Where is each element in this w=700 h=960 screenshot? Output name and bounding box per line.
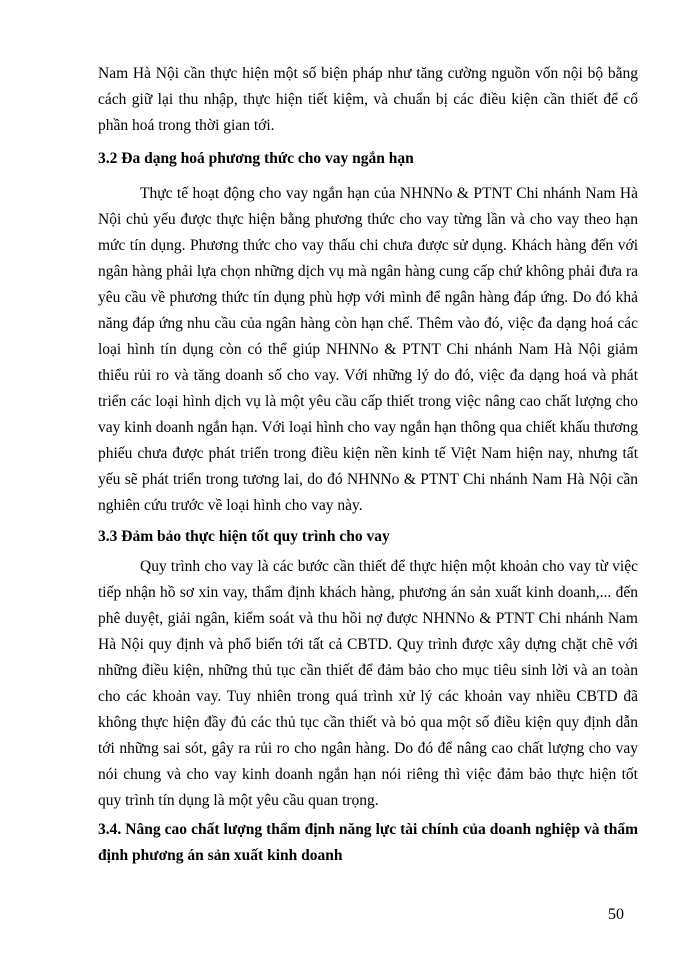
paragraph-line: Nam Hà Nội cần thực hiện một số biện pháp như tăng cường nguồn vốn nội bộ bằng [98, 65, 638, 82]
paragraph-line: phê duyệt, giải ngân, kiểm soát và thu hồi nợ được NHNNo & PTNT Chi nhánh Nam [98, 610, 638, 627]
paragraph-line: tiếp nhận hồ sơ xin vay, thẩm định khách hàng, phương án sản xuất kinh doanh,... đến [98, 584, 638, 601]
paragraph-line: quy trình tín dụng là một yêu cầu quan trọng. [98, 792, 379, 809]
paragraph-line: những điều kiện, những thủ tục cần thiết để đảm bảo cho mục tiêu sinh lời và an toàn [98, 662, 638, 679]
paragraph-line: yêu cầu về phương thức tín dụng phù hợp với mình để ngân hàng đáp ứng. Do đó khả [98, 289, 638, 306]
section-heading-3-2: 3.2 Đa dạng hoá phương thức cho vay ngắn hạn [98, 150, 414, 167]
paragraph-line: nói chung và cho vay kinh doanh ngắn hạn nói riêng thì việc đảm bảo thực hiện tốt [98, 766, 638, 783]
paragraph-line: ngân hàng phải lựa chọn những dịch vụ mà ngân hàng cung cấp chứ không phải đưa ra [98, 263, 638, 280]
paragraph-line: loại hình tín dụng còn có thể giúp NHNNo & PTNT Chi nhánh Nam Hà Nội giảm [98, 341, 638, 358]
paragraph-line: Thực tế hoạt động cho vay ngắn hạn của NHNNo & PTNT Chi nhánh Nam Hà [140, 185, 638, 202]
paragraph-line: tới những sai sót, gây ra rủi ro cho ngân hàng. Do đó để nâng cao chất lượng cho vay [98, 740, 638, 757]
page-number: 50 [608, 906, 624, 923]
section-heading-3-4-cont: định phương án sản xuất kinh doanh [98, 847, 343, 864]
paragraph-line: phiếu chưa được phát triển trong điều kiện nền kinh tế Việt Nam hiện nay, nhưng tất [98, 445, 638, 462]
section-heading-3-3: 3.3 Đảm bảo thực hiện tốt quy trình cho vay [98, 528, 390, 545]
paragraph-line: mức tín dụng. Phương thức cho vay thấu chi chưa được sử dụng. Khách hàng đến với [98, 237, 638, 254]
section-heading-3-4: 3.4. Nâng cao chất lượng thẩm định năng lực tài chính của doanh nghiệp và thẩm [98, 821, 638, 838]
paragraph-line: vay kinh doanh ngắn hạn. Với loại hình cho vay ngắn hạn thông qua chiết khấu thương [98, 419, 638, 436]
paragraph-line: cho các khoản vay. Tuy nhiên trong quá trình xử lý các khoản vay nhiều CBTD đã [98, 688, 638, 705]
paragraph-line: phần hoá trong thời gian tới. [98, 117, 275, 134]
paragraph-line: Nội chủ yếu được thực hiện bằng phương thức cho vay từng lần và cho vay theo hạn [98, 211, 638, 228]
paragraph-line: Hà Nội quy định và phổ biến tới tất cả CBTD. Quy trình được xây dựng chặt chẽ với [98, 636, 638, 653]
paragraph-line: năng đáp ứng nhu cầu của ngân hàng còn hạn chế. Thêm vào đó, việc đa dạng hoá các [98, 315, 638, 332]
paragraph-line: cách giữ lại thu nhập, thực hiện tiết kiệm, và chuẩn bị các điều kiện cần thiết để cổ [98, 91, 638, 108]
paragraph-line: triển các loại hình dịch vụ là một yêu cầu cấp thiết trong việc nâng cao chất lượng cho [98, 393, 638, 410]
paragraph-line: yếu sẽ phát triển trong tương lai, do đó NHNNo & PTNT Chi nhánh Nam Hà Nội cần [98, 471, 638, 488]
paragraph-line: Quy trình cho vay là các bước cần thiết để thực hiện một khoản cho vay từ việc [140, 558, 638, 575]
paragraph-line: thiểu rủi ro và tăng doanh số cho vay. Với những lý do đó, việc đa dạng hoá và phát [98, 367, 638, 384]
paragraph-line: nghiên cứu trước về loại hình cho vay này. [98, 497, 363, 514]
paragraph-line: không thực hiện đầy đủ các thủ tục cần thiết và bỏ qua một số điều kiện quy định dẫn [98, 714, 638, 731]
